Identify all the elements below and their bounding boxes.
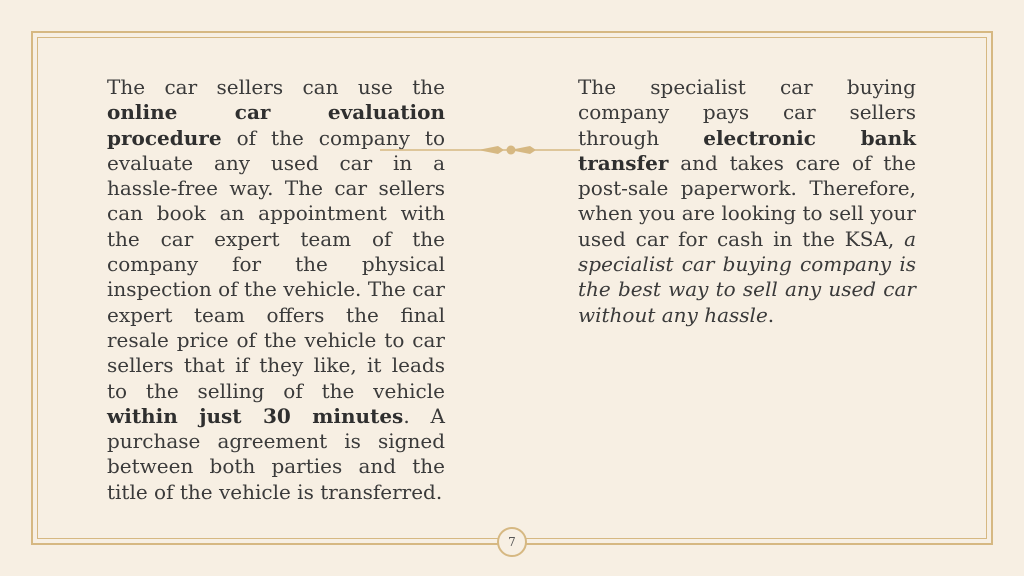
left-text-1: The car sellers can use the: [107, 75, 445, 99]
page-number: 7: [497, 527, 527, 557]
right-text-column: [578, 75, 916, 328]
right-text-3: .: [767, 302, 775, 327]
right-bold-1: electronic bank transfer: [578, 125, 916, 175]
left-bold-1: online car evaluation procedure: [107, 100, 445, 150]
right-italic-1: a specialist car buying company is the best way to sell any used car without any hassle: [578, 226, 916, 327]
left-text-2: of the company to evaluate any used car in a hassle-free way. The car sellers can book an appointment with the car expert team of the company for the physical inspection of the vehicle. The car expert team offers the final resale price of the vehicle to car sellers that if they like, it leads to the selling of the vehicle: [107, 125, 445, 403]
left-bold-2: within just 30 minutes: [107, 403, 404, 428]
left-text-3: . A purchase agreement is signed between both parties and the title of the vehicle is transferred.: [107, 403, 445, 504]
ornament-divider: [380, 140, 580, 160]
right-text-1: The specialist car buying company pays car sellers through: [578, 75, 916, 150]
right-text-2: and takes care of the post-sale paperwork. Therefore, when you are looking to sell your used car for cash in the KSA,: [578, 150, 916, 251]
